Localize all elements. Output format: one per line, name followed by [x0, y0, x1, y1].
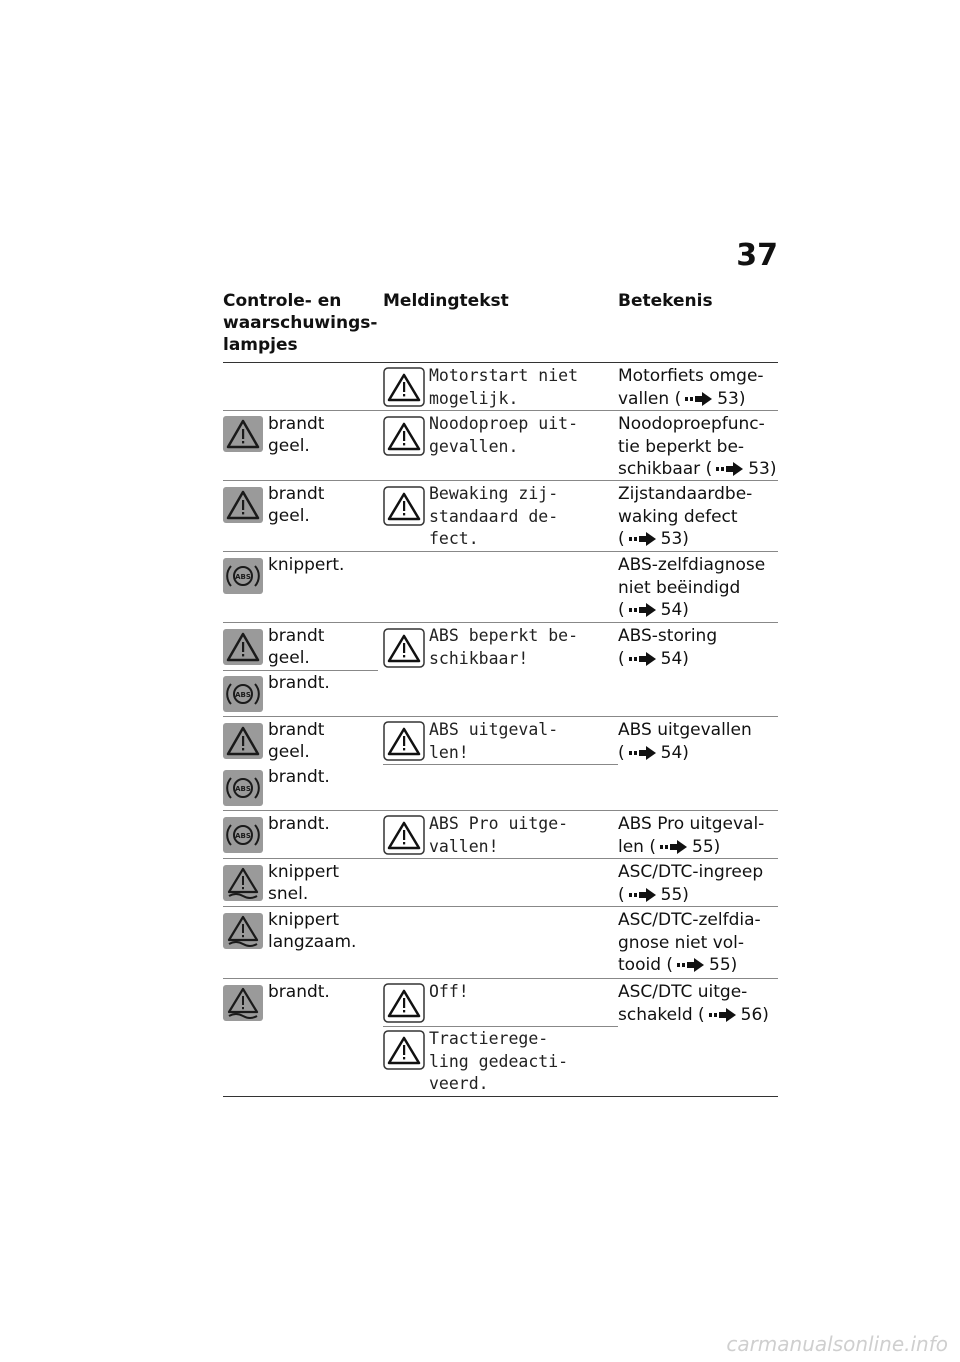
page-reference-arrow-icon: [685, 392, 713, 406]
message-text: Motorstart niet mogelijk.: [429, 366, 579, 408]
header-col3: Betekenis: [618, 291, 713, 311]
meaning-text: ASC/DTC-zelfdia- gnose niet vol- tooid ( 55): [618, 910, 761, 975]
svg-text:ABS: ABS: [235, 573, 251, 581]
header-col1-line: Controle- en: [223, 291, 342, 311]
meaning-text: Zijstandaardbe- waking defect ( 53): [618, 484, 753, 549]
divider: [223, 362, 778, 363]
divider: [223, 622, 778, 623]
lamp-text: brandt.: [268, 982, 330, 1002]
meaning-text: ABS uitgevallen ( 54): [618, 720, 752, 763]
meaning-text: ABS Pro uitgeval- len ( 55): [618, 814, 765, 857]
message-text: Tractierege- ling gedeacti- veerd.: [429, 1029, 569, 1093]
svg-text:ABS: ABS: [235, 832, 251, 840]
warning-triangle-icon: [383, 486, 425, 526]
message-text: Bewaking zij- standaard de- fect.: [429, 484, 559, 548]
meaning-text: ABS-storing ( 54): [618, 626, 718, 669]
abs-icon: [223, 770, 263, 806]
message-text: ABS Pro uitge- vallen!: [429, 814, 569, 856]
divider: [223, 716, 778, 717]
header-col1-line: lampjes: [223, 335, 298, 355]
lamp-text: brandt geel.: [268, 720, 325, 762]
meaning-text: ABS-zelfdiagnose niet beëindigd ( 54): [618, 555, 766, 620]
message-text: Off!: [429, 982, 469, 1001]
svg-text:ABS: ABS: [235, 691, 251, 699]
warning-triangle-icon: [383, 983, 425, 1023]
warning-triangle-icon: [223, 416, 263, 452]
asc-dtc-icon: [223, 913, 263, 949]
warning-triangle-icon: [383, 815, 425, 855]
warning-triangle-icon: [223, 629, 263, 665]
lamp-text: knippert.: [268, 555, 345, 575]
divider: [223, 906, 778, 907]
page-reference-arrow-icon: [629, 652, 657, 666]
page-reference-arrow-icon: [677, 958, 705, 972]
warning-triangle-icon: [383, 367, 425, 407]
lamp-text: brandt.: [268, 767, 330, 787]
header-col1-line: waarschuwings-: [223, 313, 378, 333]
message-text: ABS uitgeval- len!: [429, 720, 559, 762]
page-reference-arrow-icon: [716, 462, 744, 476]
abs-icon: [223, 676, 263, 712]
divider: [223, 978, 778, 979]
abs-icon: [223, 558, 263, 594]
watermark: carmanualsonline.info: [726, 1332, 948, 1356]
header-col1: [223, 290, 377, 356]
warning-triangle-icon: [223, 723, 263, 759]
warning-triangle-icon: [383, 628, 425, 668]
warning-triangle-icon: [383, 416, 425, 456]
page-number: 37: [736, 238, 778, 273]
asc-dtc-icon: [223, 985, 263, 1021]
meaning-text: ASC/DTC uitge- schakeld ( 56): [618, 982, 769, 1025]
lamp-text: brandt geel.: [268, 414, 325, 456]
meaning-text: ASC/DTC-ingreep ( 55): [618, 862, 764, 905]
asc-dtc-icon: [223, 865, 263, 901]
page-reference-arrow-icon: [629, 532, 657, 546]
page-reference-arrow-icon: [629, 888, 657, 902]
page-reference-arrow-icon: [629, 746, 657, 760]
abs-icon: [223, 817, 263, 853]
lamp-text: brandt.: [268, 814, 330, 834]
lamp-text: brandt.: [268, 673, 330, 693]
page-reference-arrow-icon: [660, 840, 688, 854]
lamp-text: knippert langzaam.: [268, 910, 357, 952]
divider: [223, 858, 778, 859]
lamp-text: knippert snel.: [268, 862, 340, 904]
message-text: Noodoproep uit- gevallen.: [429, 414, 579, 456]
page-reference-arrow-icon: [709, 1008, 737, 1022]
lamp-text: brandt geel.: [268, 626, 325, 668]
message-text: ABS beperkt be- schikbaar!: [429, 626, 579, 668]
divider: [223, 551, 778, 552]
warning-triangle-icon: [223, 487, 263, 523]
page-reference-arrow-icon: [629, 603, 657, 617]
divider: [223, 410, 778, 411]
header-col2: Meldingtekst: [383, 291, 509, 311]
divider: [383, 764, 618, 765]
divider: [223, 670, 378, 671]
divider: [223, 1096, 778, 1097]
warning-triangle-icon: [383, 1030, 425, 1070]
meaning-text: Motorfiets omge- vallen ( 53): [618, 366, 764, 409]
divider: [223, 810, 778, 811]
meaning-text: Noodoproepfunc- tie beperkt be- schikbaar ( 53): [618, 414, 777, 479]
lamp-text: brandt geel.: [268, 484, 325, 526]
svg-text:ABS: ABS: [235, 785, 251, 793]
warning-triangle-icon: [383, 721, 425, 761]
divider: [383, 1026, 618, 1027]
